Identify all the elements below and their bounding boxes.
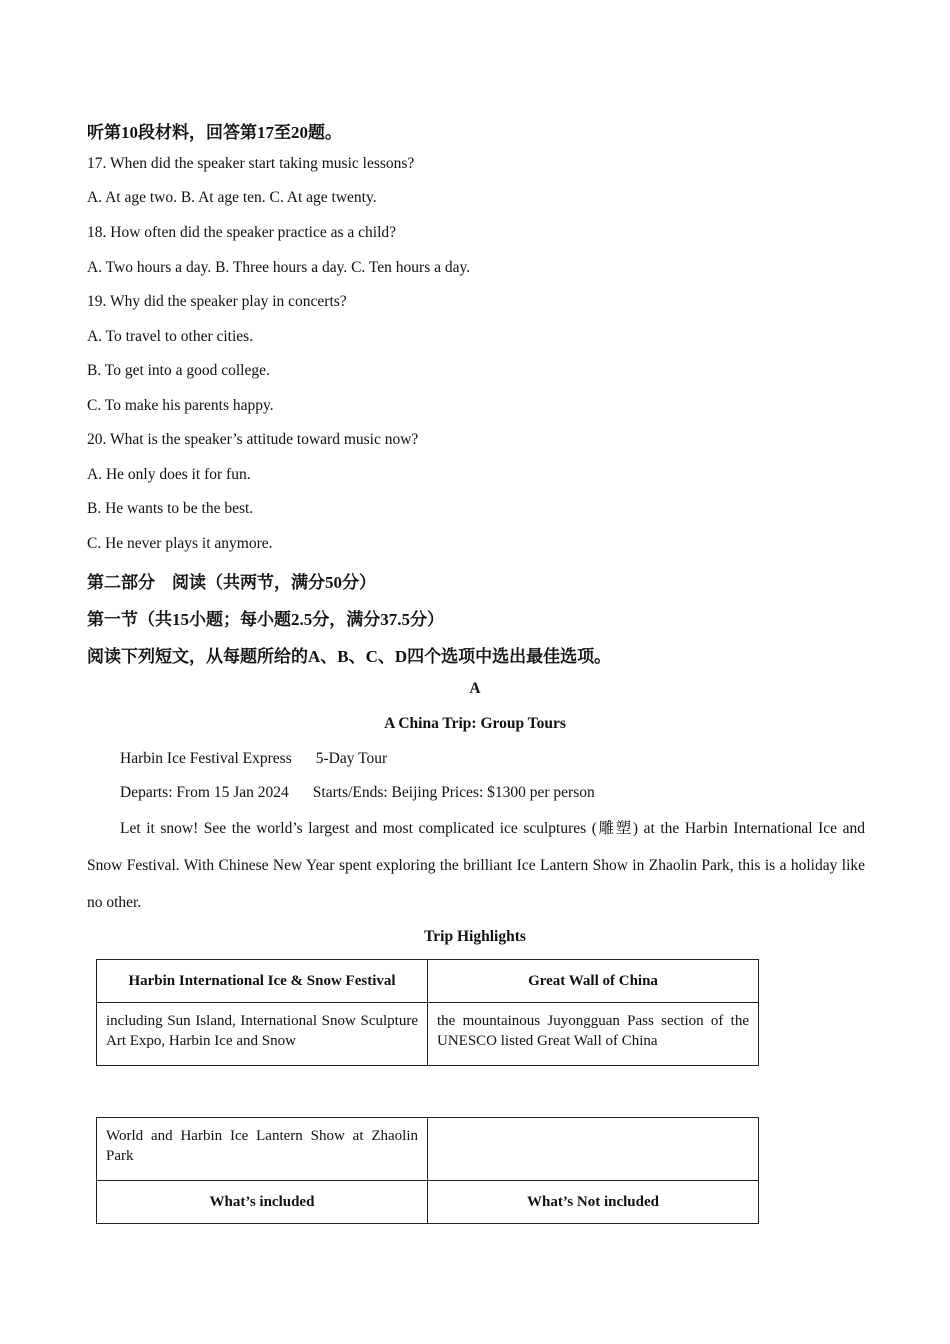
table-header-cell: What’s Not included (428, 1181, 759, 1224)
question-19-option-a: A. To travel to other cities. (87, 328, 254, 345)
reading-part-header: 第二部分 阅读（共两节，满分50分） (87, 573, 376, 592)
tour-name: Harbin Ice Festival Express (120, 750, 292, 767)
table-cell: World and Harbin Ice Lantern Show at Zhaolin Park (97, 1118, 428, 1181)
question-18-options: A. Two hours a day. B. Three hours a day. C. Ten hours a day. (87, 259, 471, 276)
table-header-cell: Harbin International Ice & Snow Festival (97, 960, 428, 1003)
table-row (97, 1003, 759, 1066)
tour-starts-prices: Starts/Ends: Beijing Prices: $1300 per person (312, 784, 595, 801)
passage-title: A China Trip: Group Tours (384, 715, 566, 732)
question-20-option-a: A. He only does it for fun. (87, 466, 251, 483)
inclusions-table (96, 1117, 759, 1224)
table-header-cell: What’s included (97, 1181, 428, 1224)
question-20: 20. What is the speaker’s attitude toward music now? (87, 431, 419, 448)
tour-name-line (120, 750, 387, 768)
table-cell (428, 1118, 759, 1181)
passage-body: Let it snow! See the world’s largest and most complicated ice sculptures (雕塑) at the Harbin International Ice and Snow Festival. With Chinese New Year spent exploring the brilliant Ice Lantern Show in Zhaolin Park, this is a holiday like no other. (87, 820, 865, 911)
table-cell: the mountainous Juyongguan Pass section of the UNESCO listed Great Wall of China (428, 1003, 759, 1066)
question-18: 18. How often did the speaker practice as a child? (87, 224, 397, 241)
table-row (97, 960, 759, 1003)
reading-instruction: 阅读下列短文，从每题所给的A、B、C、D四个选项中选出最佳选项。 (87, 647, 612, 666)
question-20-option-c: C. He never plays it anymore. (87, 535, 273, 552)
highlights-table (96, 959, 759, 1066)
question-19-option-b: B. To get into a good college. (87, 362, 270, 379)
tour-departs: Departs: From 15 Jan 2024 (120, 784, 289, 801)
table-row (97, 1118, 759, 1181)
passage-letter: A (469, 680, 481, 697)
listening-section-header: 听第10段材料，回答第17至20题。 (87, 123, 342, 142)
question-17: 17. When did the speaker start taking music lessons? (87, 155, 415, 172)
question-19-option-c: C. To make his parents happy. (87, 397, 274, 414)
reading-subsection-header: 第一节（共15小题；每小题2.5分，满分37.5分） (87, 610, 444, 629)
question-20-option-b: B. He wants to be the best. (87, 500, 254, 517)
table-row (97, 1181, 759, 1224)
table-header-cell: Great Wall of China (428, 960, 759, 1003)
tour-details-line (120, 784, 595, 802)
trip-highlights-title: Trip Highlights (424, 928, 526, 945)
table-cell: including Sun Island, International Snow Sculpture Art Expo, Harbin Ice and Snow (97, 1003, 428, 1066)
question-19: 19. Why did the speaker play in concerts? (87, 293, 347, 310)
tour-length: 5-Day Tour (315, 750, 388, 767)
question-17-options: A. At age two. B. At age ten. C. At age twenty. (87, 189, 377, 206)
